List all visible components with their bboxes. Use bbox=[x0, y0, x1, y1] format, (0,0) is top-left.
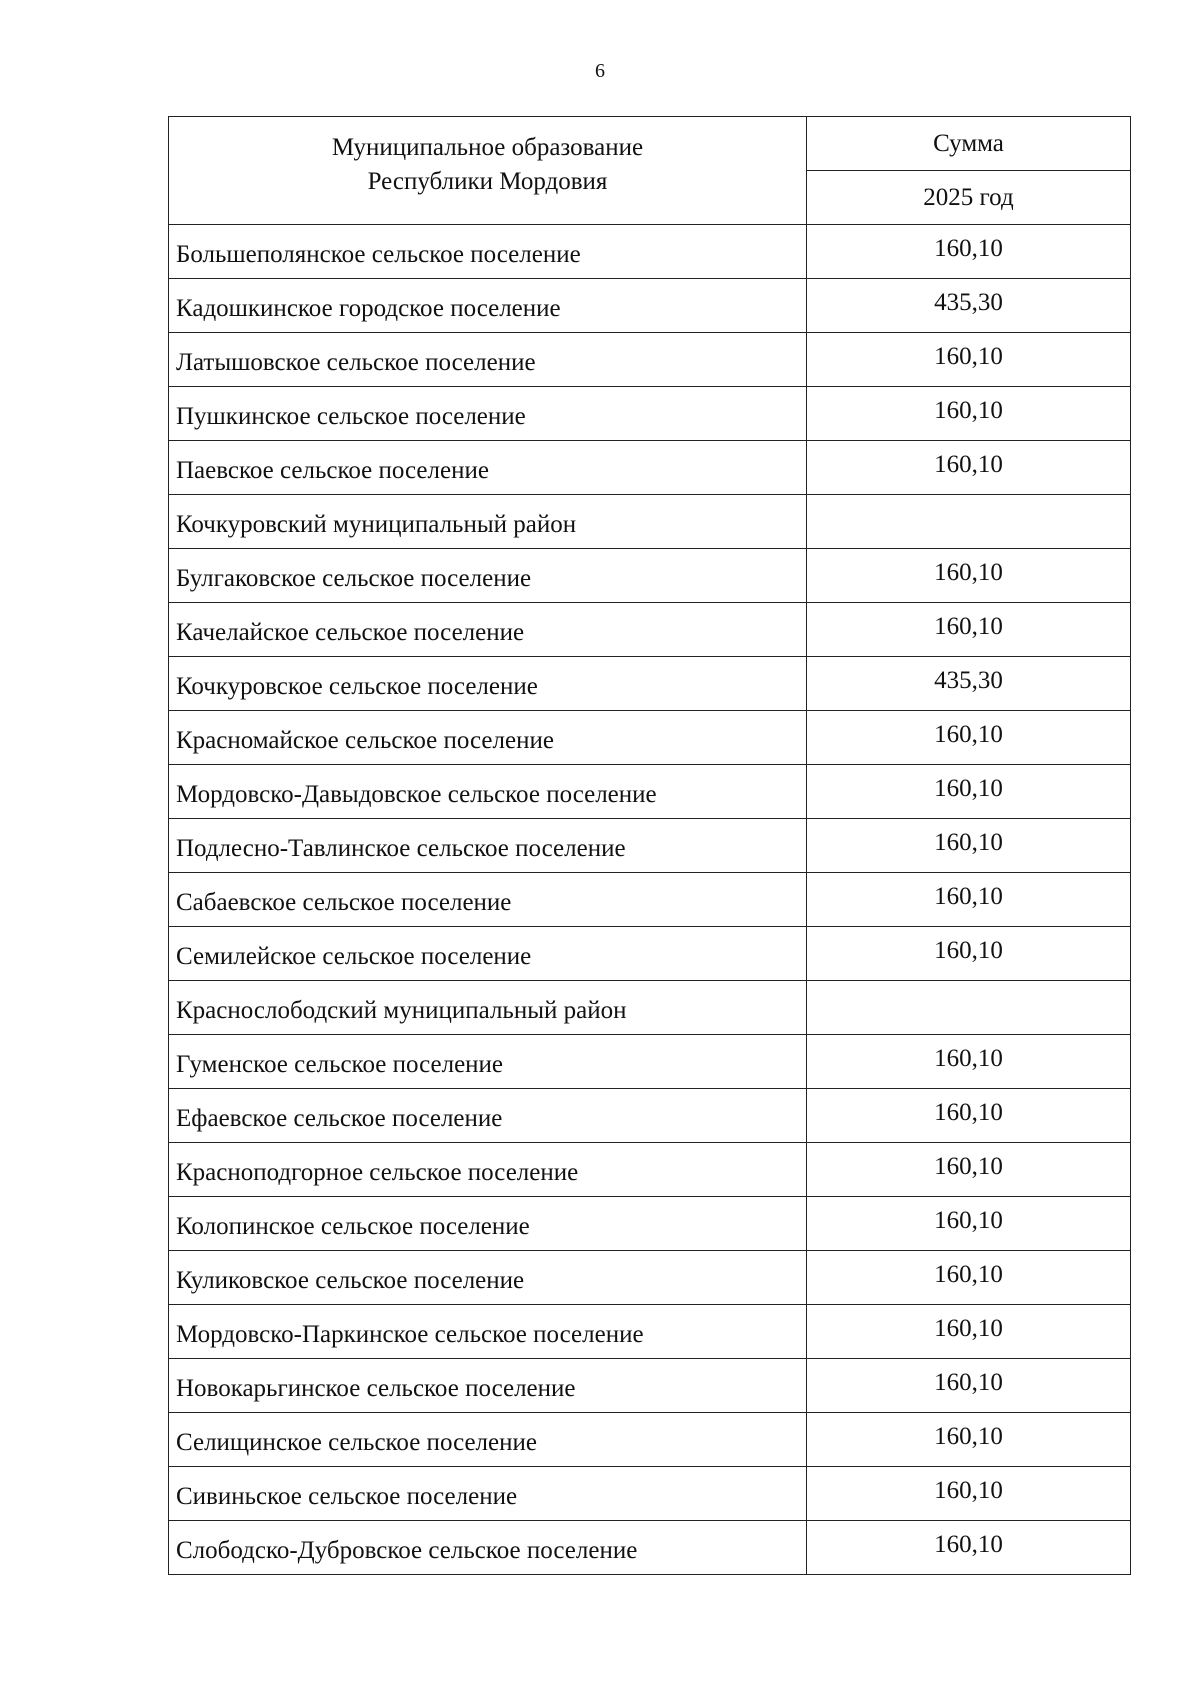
table-row bbox=[169, 765, 1131, 819]
amount-cell bbox=[807, 495, 1131, 549]
amount-cell: 160,10 bbox=[807, 927, 1131, 981]
table-row bbox=[169, 873, 1131, 927]
municipality-name-cell: Кадошкинское городское поселение bbox=[169, 279, 807, 333]
amount-cell: 160,10 bbox=[807, 1359, 1131, 1413]
header-sum: Сумма bbox=[807, 117, 1131, 171]
municipality-name-cell: Подлесно-Тавлинское сельское поселение bbox=[169, 819, 807, 873]
table-row bbox=[169, 1089, 1131, 1143]
amount-cell: 160,10 bbox=[807, 549, 1131, 603]
table-row bbox=[169, 1413, 1131, 1467]
amount-cell: 160,10 bbox=[807, 765, 1131, 819]
municipality-name-cell: Семилейское сельское поселение bbox=[169, 927, 807, 981]
header-municipality-line2: Республики Мордовия bbox=[367, 168, 608, 195]
amount-cell: 435,30 bbox=[807, 657, 1131, 711]
page-number: 6 bbox=[595, 60, 605, 82]
table-row bbox=[169, 927, 1131, 981]
table-row bbox=[169, 1035, 1131, 1089]
amount-cell bbox=[807, 981, 1131, 1035]
amount-cell: 160,10 bbox=[807, 1467, 1131, 1521]
amount-cell: 435,30 bbox=[807, 279, 1131, 333]
municipality-name-cell: Красномайское сельское поселение bbox=[169, 711, 807, 765]
municipality-name-cell: Кочкуровский муниципальный район bbox=[169, 495, 807, 549]
amount-cell: 160,10 bbox=[807, 873, 1131, 927]
table-row bbox=[169, 1251, 1131, 1305]
municipality-name-cell: Слободско-Дубровское сельское поселение bbox=[169, 1521, 807, 1575]
header-municipality-line1: Муниципальное образование bbox=[331, 134, 644, 161]
municipality-name-cell: Куликовское сельское поселение bbox=[169, 1251, 807, 1305]
municipality-name-cell: Красноподгорное сельское поселение bbox=[169, 1143, 807, 1197]
amount-cell: 160,10 bbox=[807, 1521, 1131, 1575]
amount-cell: 160,10 bbox=[807, 333, 1131, 387]
municipality-name-cell: Мордовско-Паркинское сельское поселение bbox=[169, 1305, 807, 1359]
header-municipality bbox=[169, 117, 807, 225]
table-row bbox=[169, 279, 1131, 333]
amount-cell: 160,10 bbox=[807, 711, 1131, 765]
municipality-name-cell: Сабаевское сельское поселение bbox=[169, 873, 807, 927]
header-row-1 bbox=[169, 117, 1131, 171]
table-row bbox=[169, 1143, 1131, 1197]
table-row bbox=[169, 225, 1131, 279]
amount-cell: 160,10 bbox=[807, 1305, 1131, 1359]
table-row bbox=[169, 1467, 1131, 1521]
amount-cell: 160,10 bbox=[807, 1089, 1131, 1143]
amount-cell: 160,10 bbox=[807, 441, 1131, 495]
municipality-name-cell: Колопинское сельское поселение bbox=[169, 1197, 807, 1251]
table-row bbox=[169, 1197, 1131, 1251]
table-row bbox=[169, 549, 1131, 603]
amount-cell: 160,10 bbox=[807, 1197, 1131, 1251]
municipality-name-cell: Булгаковское сельское поселение bbox=[169, 549, 807, 603]
table-row bbox=[169, 657, 1131, 711]
table-row bbox=[169, 1521, 1131, 1575]
municipality-name-cell: Ефаевское сельское поселение bbox=[169, 1089, 807, 1143]
table-row bbox=[169, 333, 1131, 387]
municipality-name-cell: Мордовско-Давыдовское сельское поселение bbox=[169, 765, 807, 819]
municipality-name-cell: Паевское сельское поселение bbox=[169, 441, 807, 495]
header-year: 2025 год bbox=[807, 171, 1131, 225]
municipality-name-cell: Гуменское сельское поселение bbox=[169, 1035, 807, 1089]
table-row bbox=[169, 1305, 1131, 1359]
amount-cell: 160,10 bbox=[807, 225, 1131, 279]
table-row bbox=[169, 441, 1131, 495]
municipality-name-cell: Пушкинское сельское поселение bbox=[169, 387, 807, 441]
table-row bbox=[169, 819, 1131, 873]
amount-cell: 160,10 bbox=[807, 603, 1131, 657]
table-row bbox=[169, 1359, 1131, 1413]
amount-cell: 160,10 bbox=[807, 819, 1131, 873]
table-row bbox=[169, 387, 1131, 441]
municipality-name-cell: Латышовское сельское поселение bbox=[169, 333, 807, 387]
amount-cell: 160,10 bbox=[807, 1251, 1131, 1305]
amount-cell: 160,10 bbox=[807, 1413, 1131, 1467]
table-row bbox=[169, 981, 1131, 1035]
municipality-name-cell: Новокарьгинское сельское поселение bbox=[169, 1359, 807, 1413]
amount-cell: 160,10 bbox=[807, 387, 1131, 441]
municipality-name-cell: Краснослободский муниципальный район bbox=[169, 981, 807, 1035]
municipality-name-cell: Селищинское сельское поселение bbox=[169, 1413, 807, 1467]
table-body bbox=[169, 117, 1131, 1575]
table-row bbox=[169, 603, 1131, 657]
municipality-name-cell: Кочкуровское сельское поселение bbox=[169, 657, 807, 711]
subsidy-table bbox=[168, 116, 1131, 1575]
municipality-name-cell: Большеполянское сельское поселение bbox=[169, 225, 807, 279]
amount-cell: 160,10 bbox=[807, 1035, 1131, 1089]
municipality-name-cell: Качелайское сельское поселение bbox=[169, 603, 807, 657]
amount-cell: 160,10 bbox=[807, 1143, 1131, 1197]
table-row bbox=[169, 711, 1131, 765]
table-row bbox=[169, 495, 1131, 549]
municipality-name-cell: Сивиньское сельское поселение bbox=[169, 1467, 807, 1521]
